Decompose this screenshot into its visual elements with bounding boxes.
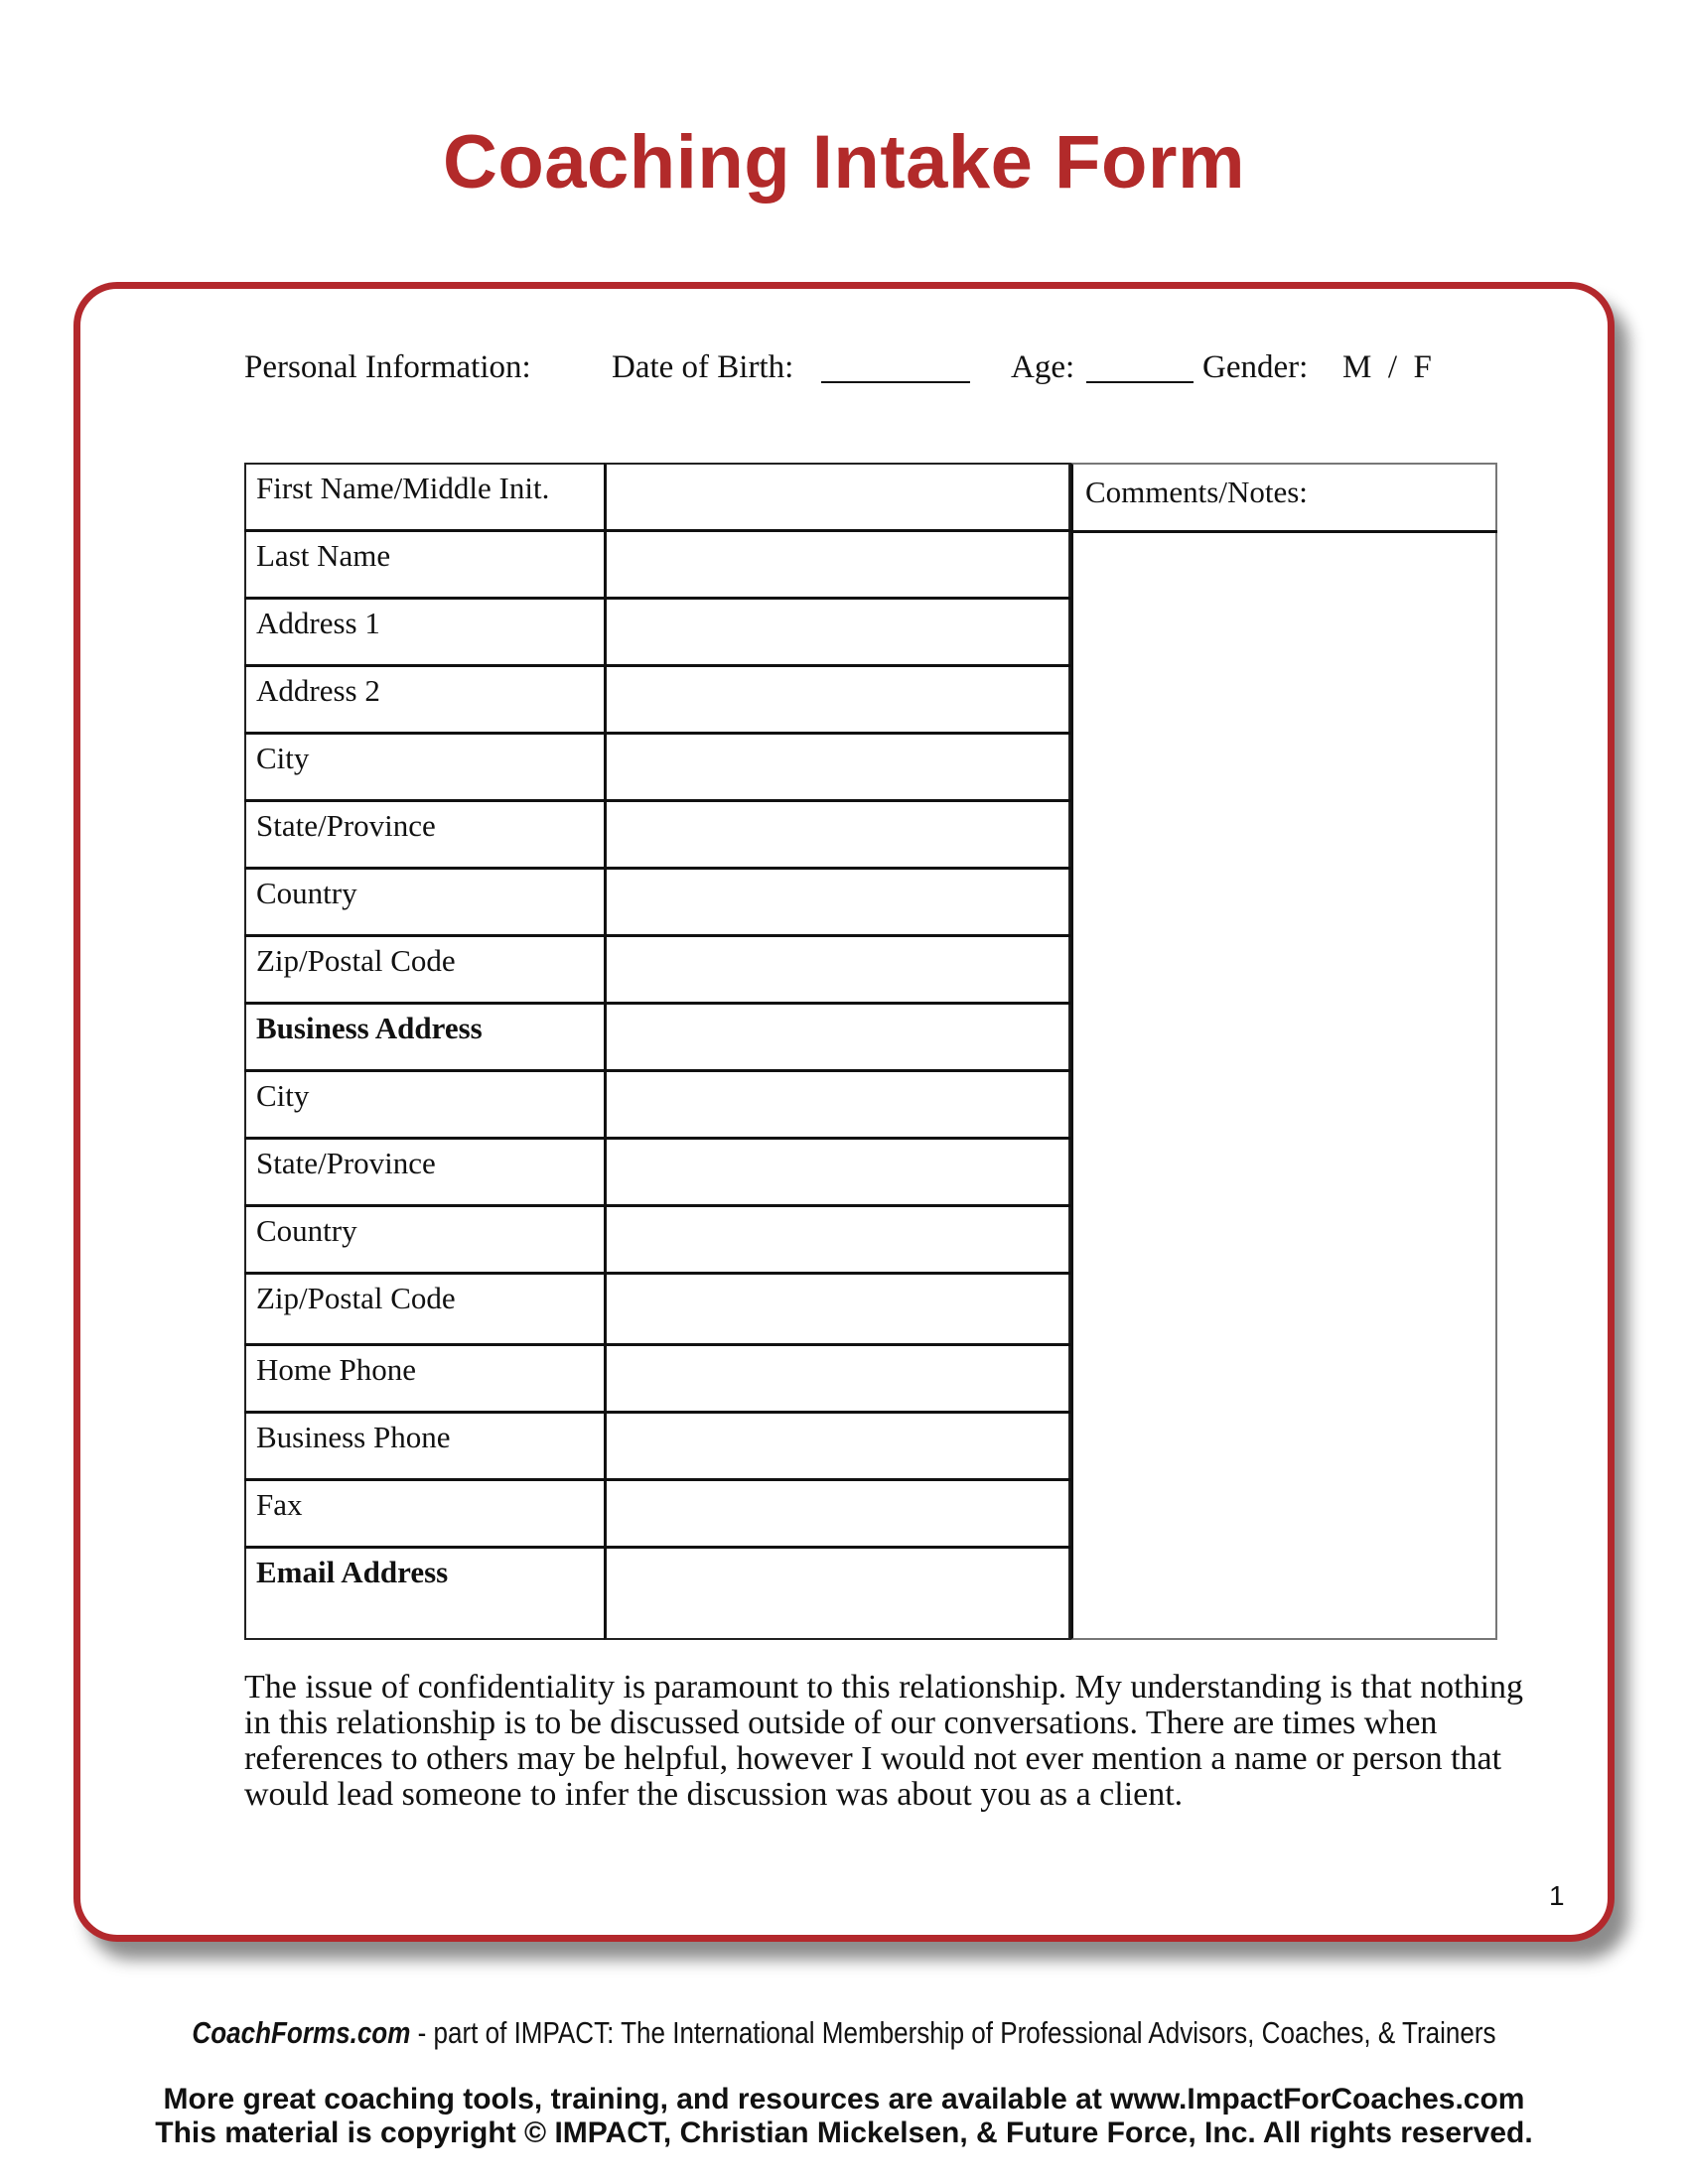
table-row-label — [244, 1273, 604, 1344]
table-row-label — [244, 1547, 604, 1640]
row-label-text: Home Phone — [256, 1352, 417, 1387]
table-row-field[interactable] — [607, 868, 1068, 935]
table-row-field[interactable] — [607, 800, 1068, 868]
table-row-label — [244, 1003, 604, 1070]
dob-field[interactable] — [821, 355, 970, 383]
comments-header-divider — [1073, 530, 1497, 533]
row-label-text: Email Address — [256, 1555, 449, 1589]
personal-info-label: Personal Information: — [244, 349, 531, 385]
intake-table — [244, 463, 1497, 1640]
comments-label: Comments/Notes: — [1085, 475, 1308, 509]
table-row-field[interactable] — [607, 1205, 1068, 1273]
table-row-field[interactable] — [607, 1479, 1068, 1547]
table-row-label — [244, 665, 604, 733]
row-label-text: Business Address — [256, 1011, 483, 1045]
table-row-field[interactable] — [607, 1273, 1068, 1344]
gender-label: Gender: — [1202, 349, 1309, 385]
footer-brand-link[interactable]: CoachForms.com — [192, 2015, 411, 2050]
table-row-field[interactable] — [607, 1344, 1068, 1412]
row-label-text: Business Phone — [256, 1420, 451, 1454]
table-row-label — [244, 800, 604, 868]
table-row-label — [244, 1205, 604, 1273]
table-row-field[interactable] — [607, 598, 1068, 665]
table-row-label — [244, 530, 604, 598]
row-label-text: Country — [256, 876, 357, 910]
table-row-field[interactable] — [607, 665, 1068, 733]
table-row-field[interactable] — [607, 530, 1068, 598]
row-label-text: Country — [256, 1213, 357, 1248]
table-row-field[interactable] — [607, 1547, 1068, 1640]
gender-options[interactable]: M / F — [1342, 349, 1432, 385]
table-row-label — [244, 1412, 604, 1479]
footer-line-1-text: - part of IMPACT: The International Membership of Professional Advisors, Coaches, & Trainers — [410, 2015, 1496, 2050]
row-label-text: Address 1 — [256, 606, 380, 640]
table-row-label — [244, 1479, 604, 1547]
table-row-label — [244, 463, 604, 530]
table-row-field[interactable] — [607, 1138, 1068, 1205]
footer-line-3: This material is copyright © IMPACT, Christian Mickelsen, & Future Force, Inc. All rights reserved. — [155, 2116, 1533, 2149]
page-number: 1 — [1549, 1880, 1565, 1911]
table-row-label — [244, 1344, 604, 1412]
table-row-label — [244, 598, 604, 665]
table-row-field[interactable] — [607, 1412, 1068, 1479]
row-label-text: Address 2 — [256, 673, 380, 708]
table-row-label — [244, 1138, 604, 1205]
table-row-label — [244, 1070, 604, 1138]
table-row-field[interactable] — [607, 1070, 1068, 1138]
table-row-label — [244, 733, 604, 800]
table-row-label — [244, 868, 604, 935]
row-label-text: Fax — [256, 1487, 303, 1522]
row-label-text: First Name/Middle Init. — [256, 471, 550, 505]
footer-line-1 — [135, 2015, 1553, 2051]
dob-label: Date of Birth: — [612, 349, 794, 385]
comments-column[interactable] — [1070, 463, 1497, 1640]
row-label-text: City — [256, 1078, 310, 1113]
age-label: Age: — [1011, 349, 1075, 385]
row-label-text: State/Province — [256, 808, 436, 843]
footer-line-2: More great coaching tools, training, and resources are available at www.ImpactForCoaches.com — [163, 2083, 1525, 2116]
table-row-field[interactable] — [607, 935, 1068, 1003]
row-label-text: Zip/Postal Code — [256, 943, 456, 978]
row-label-text: City — [256, 741, 310, 775]
table-row-field[interactable] — [607, 733, 1068, 800]
confidentiality-statement: The issue of confidentiality is paramount to this relationship. My understanding is that nothing in this relationship is to be discussed outside of our conversations. There are times when references to others may be helpful, however I would not ever mention a name or person that would lead someone to infer the discussion was about you as a client. — [244, 1669, 1524, 1813]
table-row-label — [244, 935, 604, 1003]
row-label-text: Zip/Postal Code — [256, 1281, 456, 1315]
table-row-field[interactable] — [607, 463, 1068, 530]
table-row-field[interactable] — [607, 1003, 1068, 1070]
row-label-text: State/Province — [256, 1146, 436, 1180]
form-title: Coaching Intake Form — [442, 120, 1246, 205]
row-label-text: Last Name — [256, 538, 391, 573]
